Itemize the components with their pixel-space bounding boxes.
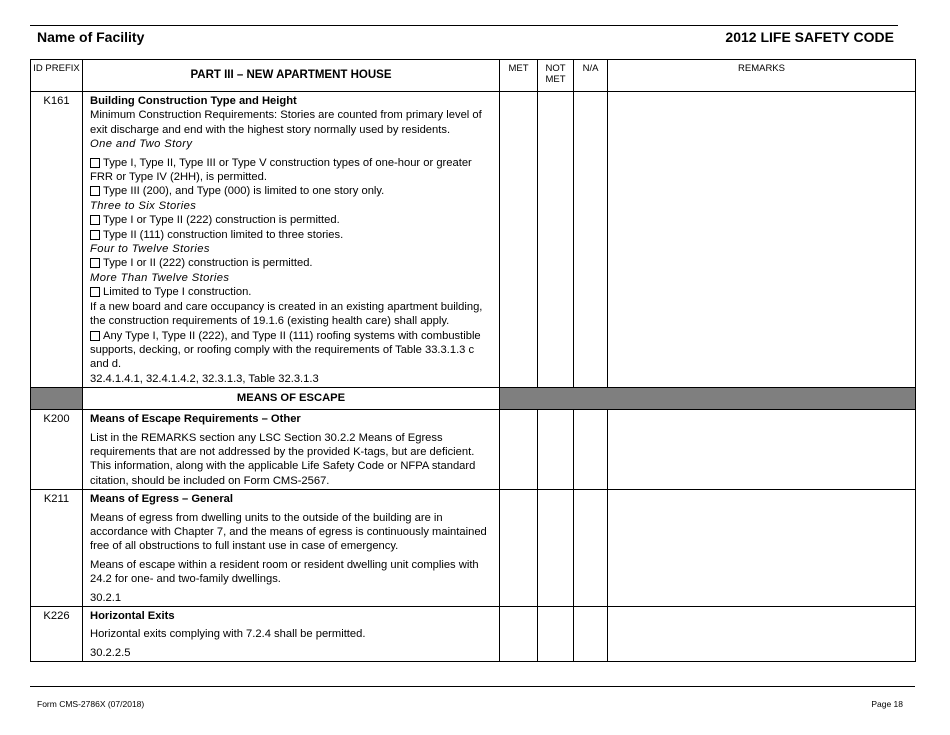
option-text: Type III (200), and Type (000) is limited to one story only.	[103, 185, 385, 198]
table-row-k200	[31, 410, 916, 490]
top-rule	[30, 25, 898, 26]
k161-not-met-cell[interactable]	[538, 92, 574, 388]
k161-id: K161	[31, 92, 83, 388]
k200-met-cell[interactable]	[500, 410, 538, 490]
k161-description	[83, 92, 500, 388]
k161-na-cell[interactable]	[574, 92, 608, 388]
k211-id: K211	[31, 490, 83, 607]
k161-paragraph: If a new board and care occupancy is created in an existing apartment building, the construction requirements of 19.1.6 (existing health care) shall apply.	[90, 300, 483, 328]
k211-na-cell[interactable]	[574, 490, 608, 607]
k226-title: Horizontal Exits	[90, 610, 175, 622]
k226-remarks-cell[interactable]	[608, 607, 916, 662]
na-header: N/A	[574, 60, 608, 92]
k226-description	[83, 607, 500, 662]
page-number: Page 18	[871, 699, 903, 709]
table-row-k211	[31, 490, 916, 607]
k161-subheading-3: Four to Twelve Stories	[90, 243, 210, 256]
k161-met-cell[interactable]	[500, 92, 538, 388]
k161-remarks-cell[interactable]	[608, 92, 916, 388]
survey-table	[30, 59, 916, 662]
table-row-k161	[31, 92, 916, 388]
k200-text: List in the REMARKS section any LSC Section 30.2.2 Means of Egress requirements that are not addressed by the provided K-tags, but are deficient. This information, along with the applicable Life Safety Code or NFPA standard citation, should be included on Form CMS-2567.	[90, 431, 476, 487]
k226-not-met-cell[interactable]	[538, 607, 574, 662]
section-shade-right	[500, 388, 916, 410]
k161-title: Building Construction Type and Height	[90, 95, 297, 107]
k161-option-3a[interactable]	[90, 256, 493, 270]
form-number: Form CMS-2786X (07/2018)	[37, 699, 145, 709]
k211-reference: 30.2.1	[90, 591, 122, 604]
checkbox[interactable]	[90, 331, 100, 341]
table-row-k226	[31, 607, 916, 662]
k161-subheading-1: One and Two Story	[90, 138, 193, 151]
k161-reference: 32.4.1.4.1, 32.4.1.4.2, 32.3.1.3, Table 32.3.1.3	[90, 372, 319, 385]
k226-text: Horizontal exits complying with 7.2.4 shall be permitted.	[90, 628, 366, 641]
k211-not-met-cell[interactable]	[538, 490, 574, 607]
checkbox[interactable]	[90, 215, 100, 225]
checkbox[interactable]	[90, 230, 100, 240]
table-header-row	[31, 60, 916, 92]
k211-met-cell[interactable]	[500, 490, 538, 607]
met-header: MET	[500, 60, 538, 92]
part-header: PART III – NEW APARTMENT HOUSE	[83, 60, 500, 92]
facility-name-label: Name of Facility	[37, 29, 145, 45]
k200-remarks-cell[interactable]	[608, 410, 916, 490]
k211-description	[83, 490, 500, 607]
k161-option-5[interactable]	[90, 329, 493, 372]
k200-not-met-cell[interactable]	[538, 410, 574, 490]
k226-reference: 30.2.2.5	[90, 646, 131, 659]
option-text: Any Type I, Type II (222), and Type II (111) roofing systems with combustible supports, decking, or roofing comply with the requirements of Table 33.3.1.3 c and d.	[90, 329, 481, 371]
section-shade-left	[31, 388, 83, 410]
k200-na-cell[interactable]	[574, 410, 608, 490]
footer-rule	[30, 686, 915, 687]
section-row	[31, 388, 916, 410]
k161-option-2b[interactable]	[90, 228, 493, 242]
k161-option-1a[interactable]	[90, 156, 493, 185]
checkbox[interactable]	[90, 287, 100, 297]
k200-description	[83, 410, 500, 490]
k211-title: Means of Egress – General	[90, 493, 234, 506]
k161-option-4a[interactable]	[90, 285, 493, 299]
k200-id: K200	[31, 410, 83, 490]
k211-text-1: Means of egress from dwelling units to the outside of the building are in accordance with Chapter 7, and the means of egress is continuously maintained free of all obstructions to full instant use in case of emergency.	[90, 511, 487, 553]
code-title: 2012 LIFE SAFETY CODE	[725, 29, 894, 45]
k211-text-2: Means of escape within a resident room or resident dwelling unit complies with 24.2 for one- and two-family dwellings.	[90, 558, 479, 586]
checkbox[interactable]	[90, 258, 100, 268]
k226-met-cell[interactable]	[500, 607, 538, 662]
k211-remarks-cell[interactable]	[608, 490, 916, 607]
checkbox[interactable]	[90, 158, 100, 168]
k161-option-2a[interactable]	[90, 213, 493, 227]
option-text: Type I, Type II, Type III or Type V construction types of one-hour or greater FRR or Type IV (2HH), is permitted.	[90, 156, 472, 184]
section-title: MEANS OF ESCAPE	[83, 388, 500, 410]
option-text: Limited to Type I construction.	[103, 286, 252, 299]
k200-title: Means of Escape Requirements – Other	[90, 413, 301, 426]
k161-subheading-4: More Than Twelve Stories	[90, 271, 230, 284]
k226-id: K226	[31, 607, 83, 662]
k161-subheading-2: Three to Six Stories	[90, 199, 197, 212]
k161-option-1b[interactable]	[90, 184, 493, 198]
checkbox[interactable]	[90, 186, 100, 196]
option-text: Type I or II (222) construction is permitted.	[103, 257, 313, 270]
not-met-header: NOT MET	[538, 60, 574, 92]
option-text: Type II (111) construction limited to three stories.	[103, 228, 344, 241]
remarks-header: REMARKS	[608, 60, 916, 92]
option-text: Type I or Type II (222) construction is permitted.	[103, 214, 340, 227]
id-prefix-header: ID PREFIX	[31, 60, 83, 92]
k226-na-cell[interactable]	[574, 607, 608, 662]
k161-intro: Minimum Construction Requirements: Stories are counted from primary level of exit discharge and end with the highest story normally used by residents.	[90, 109, 482, 136]
